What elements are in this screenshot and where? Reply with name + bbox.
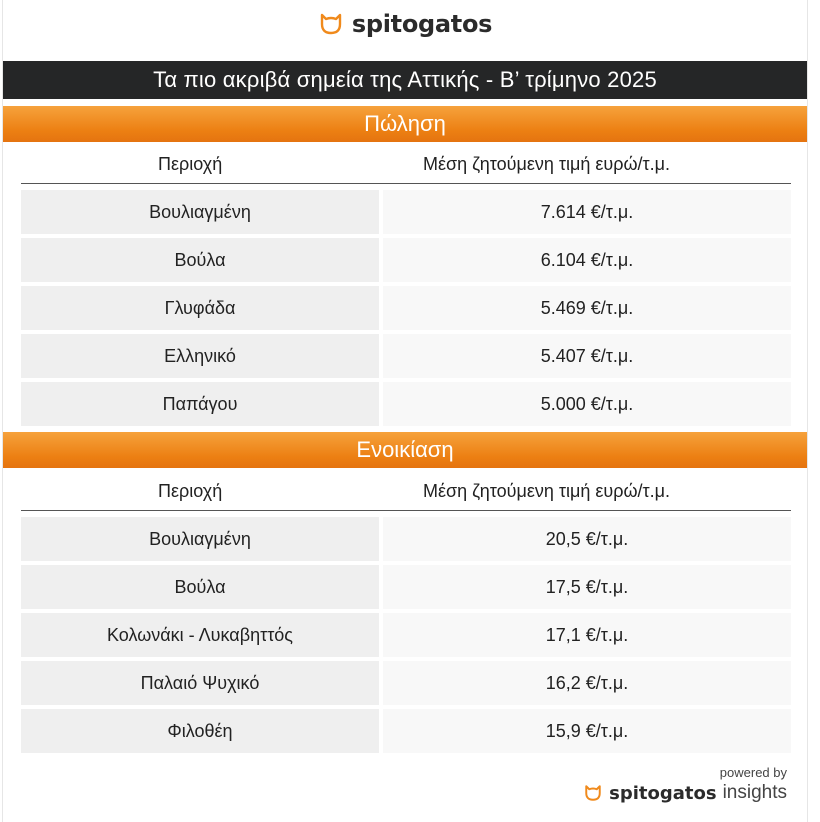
header-divider [21, 510, 791, 511]
page-title: Τα πιο ακριβά σημεία της Αττικής - Β’ τρίμηνο 2025 [3, 61, 807, 99]
price-cell: 17,5 €/τ.μ. [383, 565, 791, 609]
area-cell: Βούλα [21, 565, 379, 609]
table-row [21, 238, 791, 282]
price-cell: 15,9 €/τ.μ. [383, 709, 791, 753]
insights-logo [583, 782, 787, 804]
area-cell: Βούλα [21, 238, 379, 282]
table-row [21, 517, 791, 561]
header-divider [21, 183, 791, 184]
table-row [21, 334, 791, 378]
area-cell: Κολωνάκι - Λυκαβηττός [21, 613, 379, 657]
cat-logo-icon [318, 12, 344, 36]
column-header-area: Περιοχή [158, 154, 223, 174]
footer-attribution [583, 765, 787, 804]
table-row [21, 661, 791, 705]
table-row [21, 190, 791, 234]
table-row [21, 613, 791, 657]
price-cell: 6.104 €/τ.μ. [383, 238, 791, 282]
infographic-card [2, 0, 808, 822]
price-cell: 20,5 €/τ.μ. [383, 517, 791, 561]
area-cell: Βουλιαγμένη [21, 517, 379, 561]
table-row [21, 709, 791, 753]
column-header-area: Περιοχή [158, 481, 223, 501]
price-cell: 5.469 €/τ.μ. [383, 286, 791, 330]
area-cell: Γλυφάδα [21, 286, 379, 330]
price-cell: 5.407 €/τ.μ. [383, 334, 791, 378]
area-cell: Φιλοθέη [21, 709, 379, 753]
area-cell: Βουλιαγμένη [21, 190, 379, 234]
brand-logo [3, 6, 807, 42]
column-header-price: Μέση ζητούμενη τιμή ευρώ/τ.μ. [423, 481, 671, 501]
price-cell: 7.614 €/τ.μ. [383, 190, 791, 234]
brand-name: spitogatos [351, 10, 493, 38]
price-cell: 16,2 €/τ.μ. [383, 661, 791, 705]
sale-table-header [3, 147, 807, 181]
powered-by-label: powered by [719, 765, 787, 780]
area-cell: Παπάγου [21, 382, 379, 426]
footer-product-name: insights [722, 782, 787, 803]
table-row [21, 565, 791, 609]
price-cell: 5.000 €/τ.μ. [383, 382, 791, 426]
area-cell: Ελληνικό [21, 334, 379, 378]
footer-brand-name: spitogatos [609, 782, 717, 804]
column-header-price: Μέση ζητούμενη τιμή ευρώ/τ.μ. [423, 154, 671, 174]
table-row [21, 382, 791, 426]
section-heading-sale: Πώληση [3, 106, 807, 142]
section-heading-rent: Ενοικίαση [3, 432, 807, 468]
price-cell: 17,1 €/τ.μ. [383, 613, 791, 657]
table-row [21, 286, 791, 330]
rent-table-header [3, 474, 807, 508]
cat-logo-icon [583, 784, 603, 802]
area-cell: Παλαιό Ψυχικό [21, 661, 379, 705]
